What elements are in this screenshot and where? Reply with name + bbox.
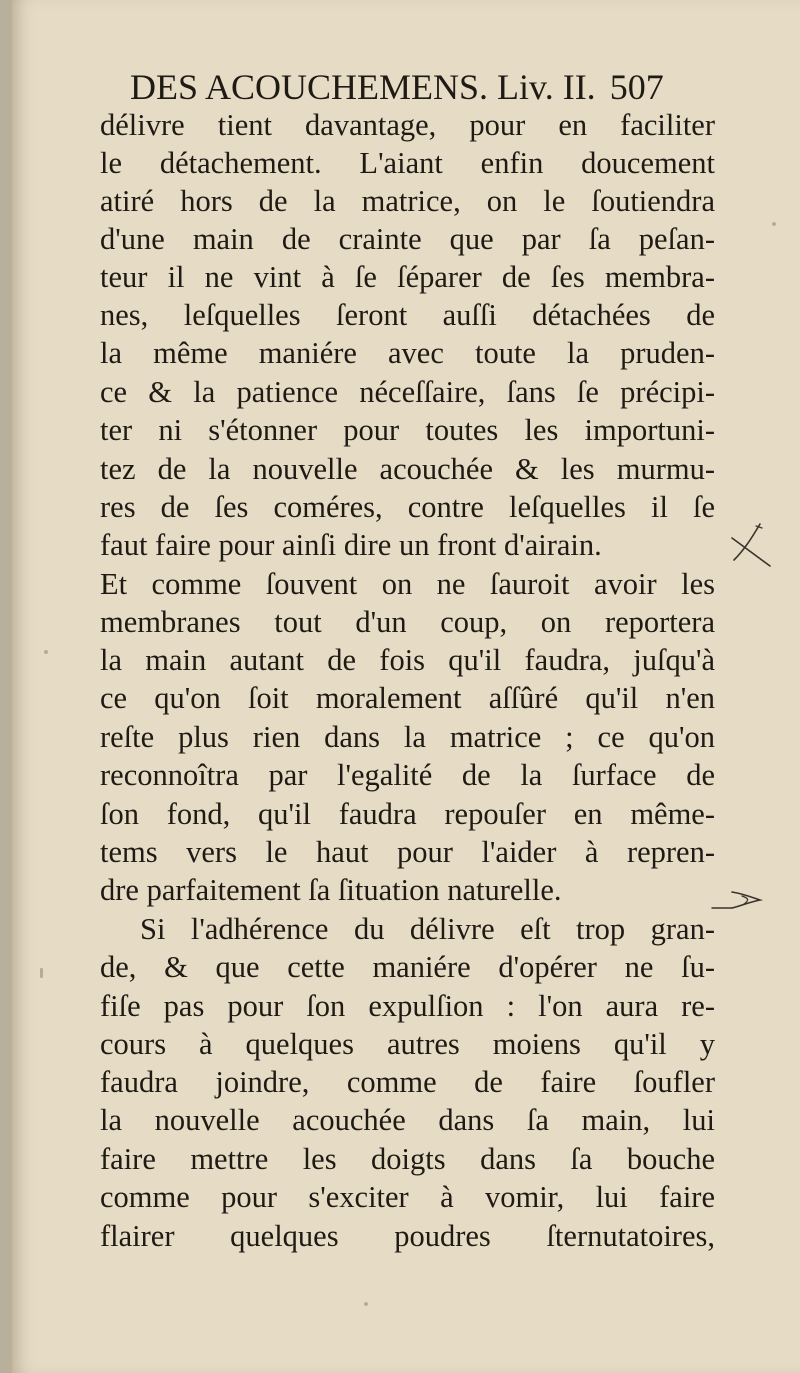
text-line: d'une main de crainte que par ſa peſan- xyxy=(100,222,715,256)
paper-speck xyxy=(44,650,48,654)
text-line: atiré hors de la matrice, on le ſoutiendra xyxy=(100,184,715,218)
book-page xyxy=(12,0,800,1373)
text-line: délivre tient davantage, pour en faciliter xyxy=(100,108,715,142)
text-line: Et comme ſouvent on ne ſauroit avoir les xyxy=(100,567,715,601)
text-line: faut faire pour ainſi dire un front d'airain. xyxy=(100,528,602,562)
text-line: tems vers le haut pour l'aider à repren- xyxy=(100,835,715,869)
text-line: le détachement. L'aiant enfin doucement xyxy=(100,146,715,180)
text-line: fiſe pas pour ſon expulſion : l'on aura re- xyxy=(100,989,715,1023)
handwritten-x-mark xyxy=(726,520,774,570)
text-line: ſon fond, qu'il faudra repouſer en même- xyxy=(100,797,715,831)
text-line: res de ſes coméres, contre leſquelles il ſe xyxy=(100,490,715,524)
text-line: teur il ne vint à ſe ſéparer de ſes membra- xyxy=(100,260,715,294)
text-line: reſte plus rien dans la matrice ; ce qu'on xyxy=(100,720,715,754)
text-line: dre parfaitement ſa ſituation naturelle. xyxy=(100,873,562,907)
text-line: faudra joindre, comme de faire ſoufler xyxy=(100,1065,715,1099)
text-line: reconnoîtra par l'egalité de la ſurface de xyxy=(100,758,715,792)
text-line: cours à quelques autres moiens qu'il y xyxy=(100,1027,715,1061)
text-line: faire mettre les doigts dans ſa bouche xyxy=(100,1142,715,1176)
handwritten-arrow-mark xyxy=(710,878,774,914)
paper-speck xyxy=(364,1302,368,1306)
paper-speck xyxy=(40,968,43,978)
text-line: membranes tout d'un coup, on reportera xyxy=(100,605,715,639)
text-line: de, & que cette maniére d'opérer ne ſu- xyxy=(100,950,715,984)
text-line: ce & la patience néceſſaire, ſans ſe précipi- xyxy=(100,375,715,409)
running-title: DES ACOUCHEMENS. Liv. II. xyxy=(130,67,596,107)
text-line: la nouvelle acouchée dans ſa main, lui xyxy=(100,1103,715,1137)
text-line: la même maniére avec toute la pruden- xyxy=(100,336,715,370)
text-line: tez de la nouvelle acouchée & les murmu- xyxy=(100,452,715,486)
running-header xyxy=(130,66,730,112)
text-line: ce qu'on ſoit moralement aſſûré qu'il n'en xyxy=(100,681,715,715)
text-line: flairer quelques poudres ſternutatoires, xyxy=(100,1219,715,1253)
page-number: 507 xyxy=(609,67,664,107)
text-line: Si l'adhérence du délivre eſt trop gran- xyxy=(140,912,715,946)
text-line: nes, leſquelles ſeront auſſi détachées de xyxy=(100,298,715,332)
text-line: comme pour s'exciter à vomir, lui faire xyxy=(100,1180,715,1214)
text-line: ter ni s'étonner pour toutes les importuni- xyxy=(100,413,715,447)
text-line: la main autant de fois qu'il faudra, juſqu'à xyxy=(100,643,715,677)
paper-speck xyxy=(772,222,776,226)
